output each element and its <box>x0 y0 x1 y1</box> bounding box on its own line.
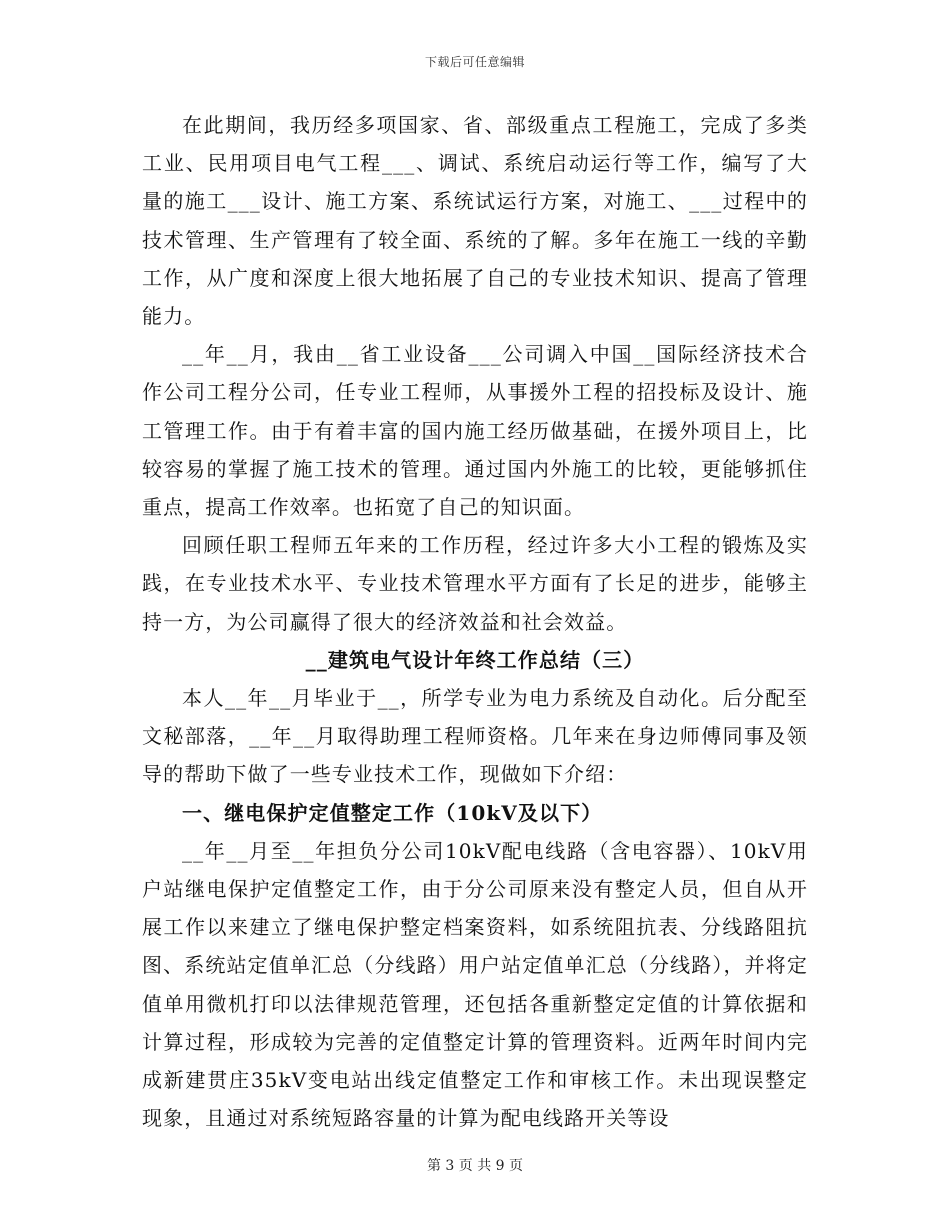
body-paragraph-2: __年__月，我由__省工业设备___公司调入中国__国际经济技术合作公司工程分公司，任专业工程师，从事援外工程的招投标及设计、施工管理工作。由于有着丰富的国内施工经历做基础，在援外项目上，比较容易的掌握了施工技术的管理。通过国内外施工的比较，更能够抓住重点，提高工作效率。也拓宽了自己的知识面。 <box>142 342 808 520</box>
subsection-title: 一、继电保护定值整定工作（10kV及以下） <box>182 800 603 825</box>
final-paragraph: __年__月至__年担负分公司10kV配电线路（含电容器）、10kV用户站继电保护定值整定工作，由于分公司原来没有整定人员，但自从开展工作以来建立了继电保护整定档案资料，如系统阻抗表、分线路阻抗图、系统站定值单汇总（分线路）用户站定值单汇总（分线路），并将定值单用微机打印以法律规范管理，还包括各重新整定定值的计算依据和计算过程，形成较为完善的定值整定计算的管理资料。近两年时间内完成新建贯庄35kV变电站出线定值整定工作和审核工作。未出现误整定现象，且通过对系统短路容量的计算为配电线路开关等设 <box>142 838 808 1131</box>
intro-paragraph: 本人__年__月毕业于__，所学专业为电力系统及自动化。后分配至文秘部落，__年__月取得助理工程师资格。几年来在身边师傅同事及领导的帮助下做了一些专业技术工作，现做如下介绍： <box>142 686 808 787</box>
section-title: __建筑电气设计年终工作总结（三） <box>305 647 645 672</box>
body-paragraph-3: 回顾任职工程师五年来的工作历程，经过许多大小工程的锻炼及实践，在专业技术水平、专业技术管理水平方面有了长足的进步，能够主持一方，为公司赢得了很大的经济效益和社会效益。 <box>142 533 808 634</box>
page-number: 第 3 页 共 9 页 <box>426 1158 524 1174</box>
body-paragraph-1: 在此期间，我历经多项国家、省、部级重点工程施工，完成了多类工业、民用项目电气工程___、调试、系统启动运行等工作，编写了大量的施工___设计、施工方案、系统试运行方案，对施工、___过程中的技术管理、生产管理有了较全面、系统的了解。多年在施工一线的辛勤工作，从广度和深度上很大地拓展了自己的专业技术知识、提高了管理能力。 <box>142 113 808 329</box>
page-header-note: 下载后可任意编辑 <box>424 55 525 69</box>
document-body <box>142 106 808 1137</box>
